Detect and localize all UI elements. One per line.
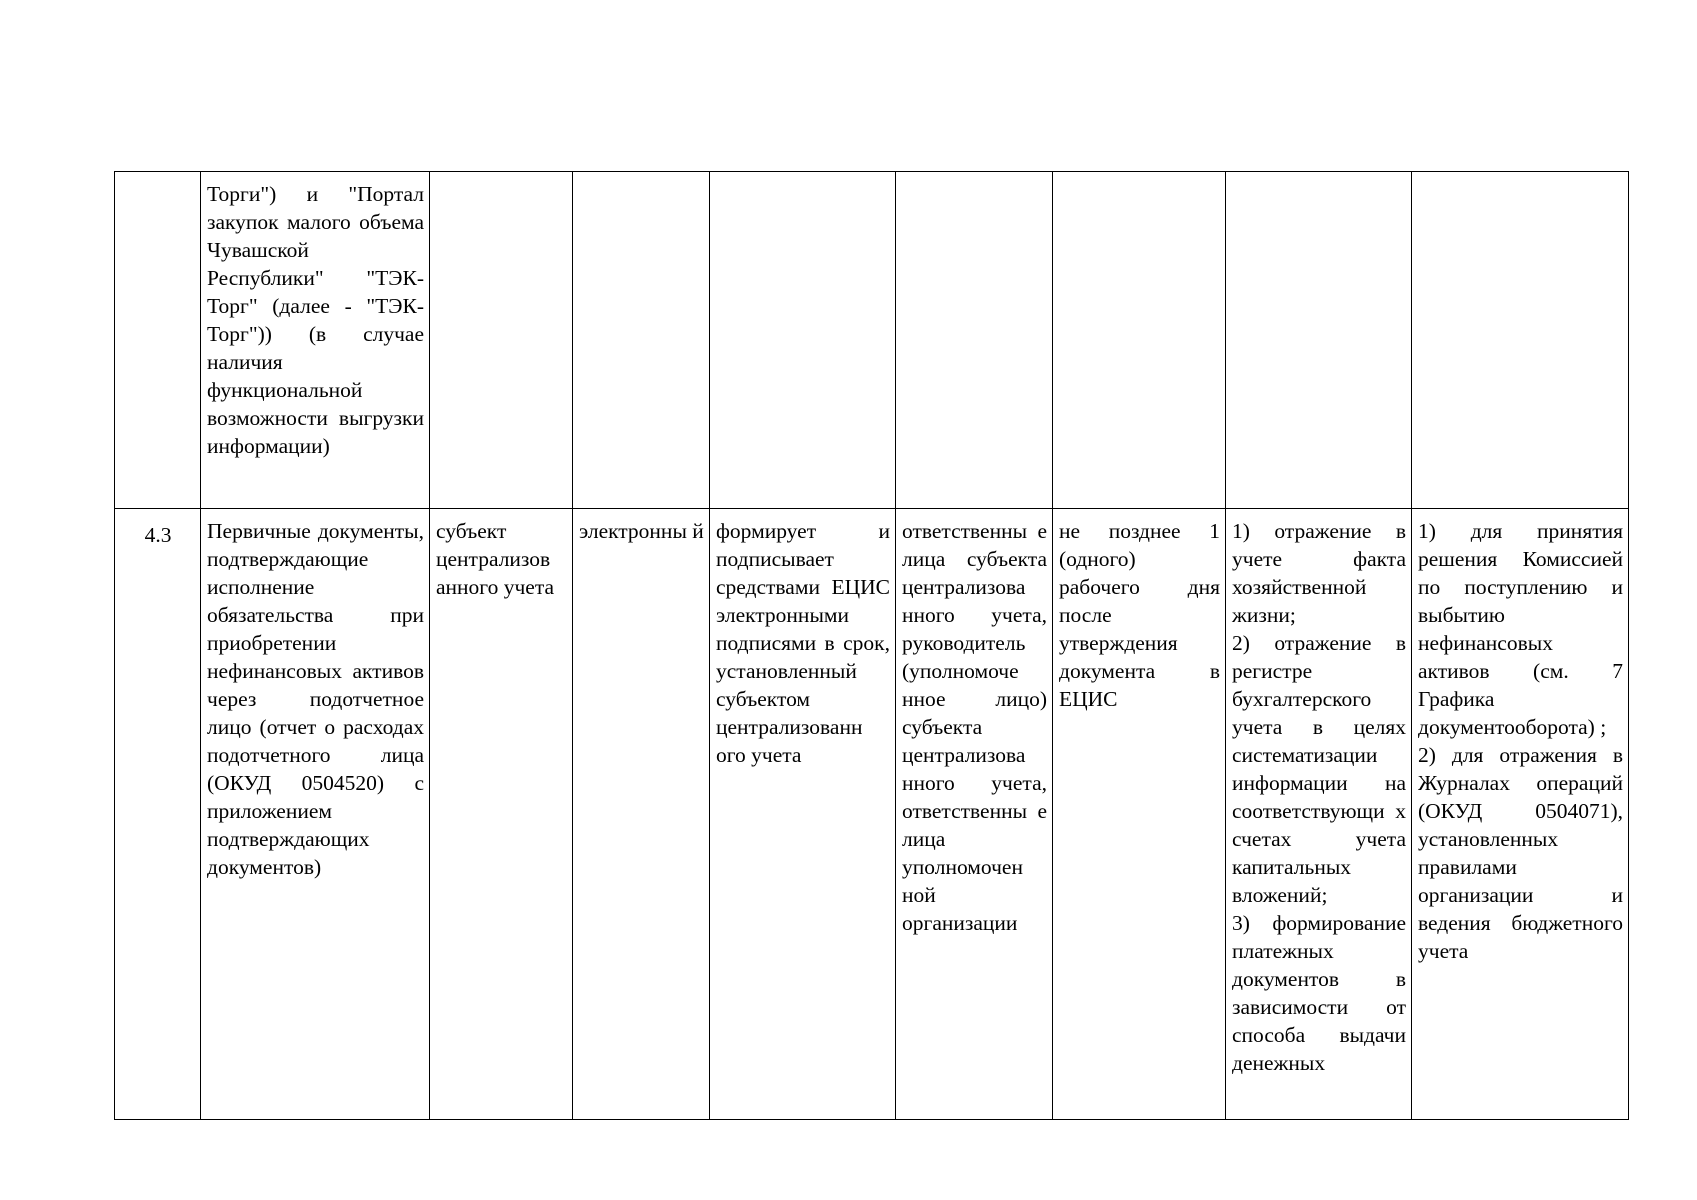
deadline-cell: не позднее 1 (одного) рабочего дня после утверждения документа в ЕЦИС — [1053, 509, 1226, 1120]
usage-cell — [1412, 172, 1629, 509]
responsible-cell: ответственны е лица субъекта централизова нного учета, руководитель (уполномоче нное лицо) субъекта централизова нного учета, ответственны е лица уполномочен ной организации — [896, 509, 1053, 1120]
responsible-cell — [896, 172, 1053, 509]
table-row — [115, 172, 1629, 509]
action-cell — [710, 172, 896, 509]
document-table — [114, 171, 1629, 1120]
creator-cell: субъект централизов анного учета — [430, 509, 573, 1120]
creator-cell — [430, 172, 573, 509]
usage-cell: 1) для принятия решения Комиссией по поступлению и выбытию нефинансовых активов (см. 7 Графика документооборота) ; 2) для отражения в Журналах операций (ОКУД 0504071), установленных правилами организации и ведения бюджетного учета — [1412, 509, 1629, 1120]
form-cell: электронны й — [573, 509, 710, 1120]
document-name-cell: Торги") и "Портал закупок малого объема Чувашской Республики" "ТЭК-Торг" (далее - "ТЭК-Торг")) (в случае наличия функциональной возможности выгрузки информации) — [201, 172, 430, 509]
form-cell — [573, 172, 710, 509]
purpose-cell: 1) отражение в учете факта хозяйственной жизни; 2) отражение в регистре бухгалтерского учета в целях систематизации информации на соответствующи х счетах учета капитальных вложений; 3) формирование платежных документов в зависимости от способа выдачи денежных — [1226, 509, 1412, 1120]
row-number-cell: 4.3 — [115, 509, 201, 1120]
action-cell: формирует и подписывает средствами ЕЦИС электронными подписями в срок, установленный субъектом централизованн ого учета — [710, 509, 896, 1120]
purpose-cell — [1226, 172, 1412, 509]
deadline-cell — [1053, 172, 1226, 509]
document-name-cell: Первичные документы, подтверждающие исполнение обязательства при приобретении нефинансовых активов через подотчетное лицо (отчет о расходах подотчетного лица (ОКУД 0504520) с приложением подтверждающих документов) — [201, 509, 430, 1120]
table-row — [115, 509, 1629, 1120]
row-number-cell — [115, 172, 201, 509]
